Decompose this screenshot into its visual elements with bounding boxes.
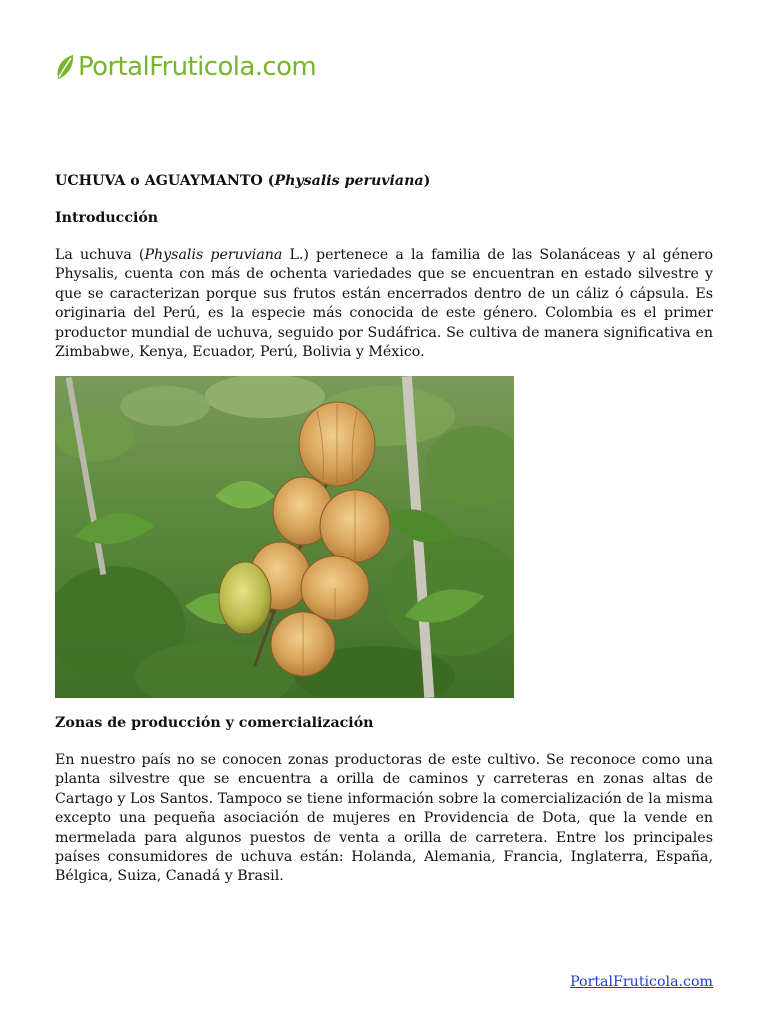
title-scientific-name: Physalis peruviana: [274, 173, 424, 189]
logo-text: PortalFruticola.com: [78, 52, 317, 82]
document-title: [55, 172, 713, 191]
title-close: ): [423, 173, 431, 189]
uchuva-plant-photo: [55, 376, 514, 698]
document-body: [55, 172, 713, 362]
intro-heading: Introducción: [55, 210, 159, 226]
zones-section: [55, 714, 713, 887]
physalis-illustration: [55, 376, 514, 698]
zones-heading: Zonas de producción y comercialización: [55, 715, 374, 731]
zones-paragraph: En nuestro país no se conocen zonas productoras de este cultivo. Se reconoce como una planta silvestre que se encuentra a orilla de caminos y carreteras en zonas altas de Cartago y Los Santos. Tampoco se tiene información sobre la comercialización de la misma excepto una pequeña asociación de mujeres en Providencia de Dota, que la vende en mermelada para algunos puestos de venta a orilla de carretera. Entre los principales países consumidores de uchuva están: Holanda, Alemania, Francia, Inglaterra, España, Bélgica, Suiza, Canadá y Brasil.: [55, 752, 713, 885]
intro-text-rest: L.) pertenece a la familia de las Solanáceas y al género Physalis, cuenta con más de ochenta variedades que se encuentran en estado silvestre y que se caracterizan porque sus frutos están encerrados dentro de un cáliz ó cápsula. Es originaria del Perú, es la especie más conocida de este género. Colombia es el primer productor mundial de uchuva, seguido por Sudáfrica. Se cultiva de manera significativa en Zimbabwe, Kenya, Ecuador, Perú, Bolivia y México.: [55, 247, 713, 361]
footer-site-link[interactable]: PortalFruticola.com: [570, 974, 713, 990]
intro-text-start: La uchuva (: [55, 247, 145, 263]
title-text: UCHUVA o AGUAYMANTO (: [55, 173, 275, 189]
leaf-icon: [54, 53, 76, 81]
intro-paragraph: [55, 246, 713, 362]
intro-scientific-name: Physalis peruviana: [144, 247, 283, 263]
site-logo: [54, 50, 316, 84]
